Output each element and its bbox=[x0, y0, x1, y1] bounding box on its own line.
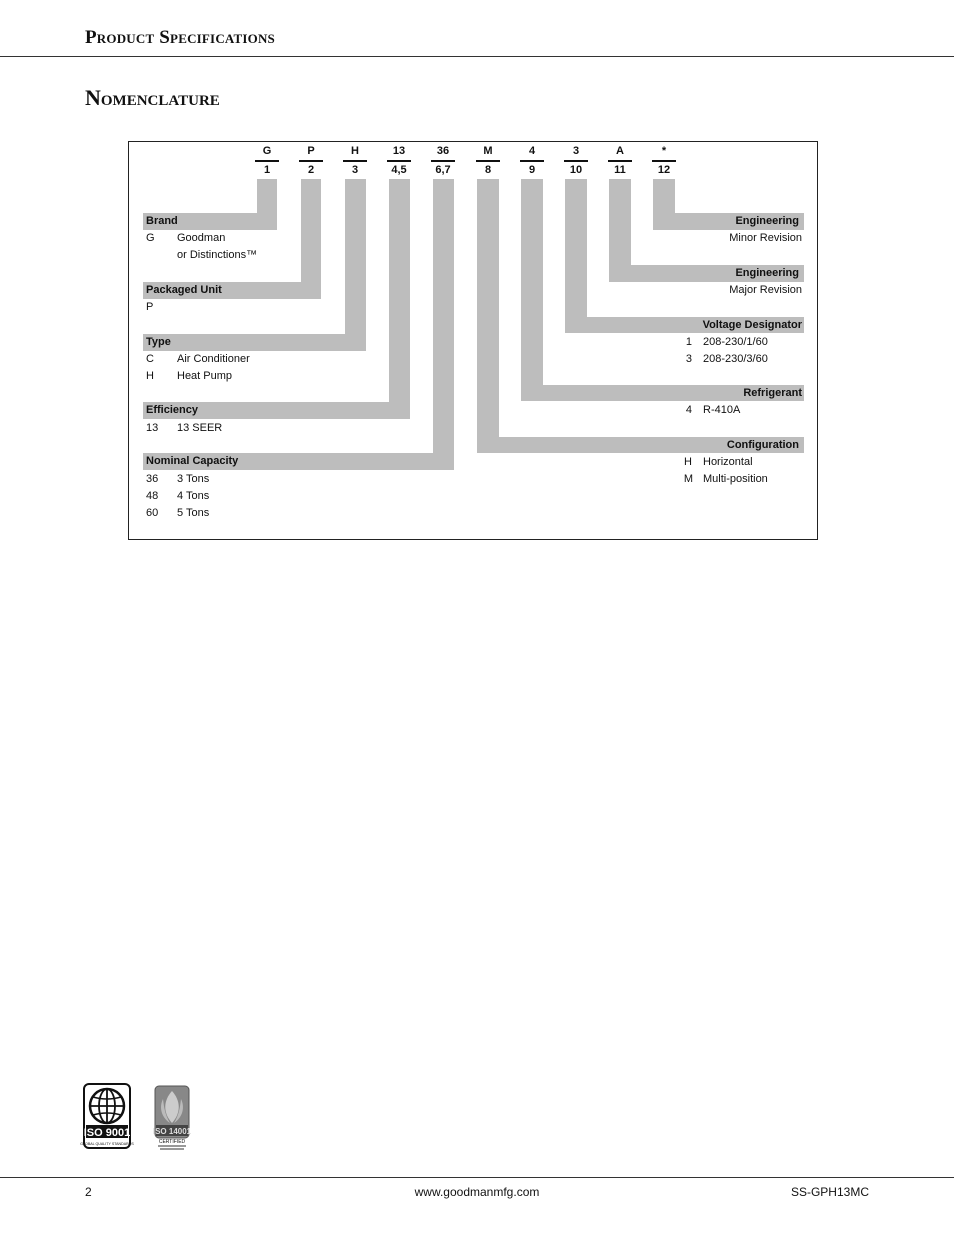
section-title: Nomenclature bbox=[85, 85, 220, 110]
refrigerant-label: Refrigerant bbox=[743, 387, 802, 399]
capacity-label: Nominal Capacity bbox=[146, 455, 239, 467]
code-pos-12: * 12 bbox=[652, 145, 676, 177]
eng-major-text: Major Revision bbox=[729, 284, 802, 296]
footer-doc-id: SS-GPH13MC bbox=[790, 1185, 869, 1199]
code-pos-2: P 2 bbox=[299, 145, 323, 177]
brand-line2: or Distinctions™ bbox=[177, 249, 258, 261]
brand-code: G bbox=[146, 232, 155, 244]
configuration-code-2: M bbox=[683, 473, 693, 485]
refrigerant-code: 4 bbox=[685, 404, 692, 416]
eng-minor-text: Minor Revision bbox=[729, 232, 802, 244]
efficiency-label: Efficiency bbox=[146, 404, 198, 416]
code-pos-6-7: 36 6,7 bbox=[431, 145, 455, 177]
efficiency-text: 13 SEER bbox=[177, 422, 223, 434]
type-code-1: C bbox=[146, 353, 154, 365]
code-pos-1: G 1 bbox=[255, 145, 279, 177]
code-pos-10: 3 10 bbox=[564, 145, 588, 177]
bar-capacity-vertical bbox=[433, 179, 454, 470]
voltage-code-2: 3 bbox=[685, 353, 692, 365]
efficiency-code: 13 bbox=[146, 422, 159, 434]
iso14001-logo bbox=[153, 1085, 191, 1151]
svg-text:ISO 9001: ISO 9001 bbox=[83, 1127, 131, 1139]
type-text-2: Heat Pump bbox=[177, 370, 233, 382]
voltage-label: Voltage Designator bbox=[702, 319, 802, 331]
capacity-text-3: 5 Tons bbox=[177, 507, 210, 519]
bar-voltage-vertical bbox=[565, 179, 587, 333]
svg-text:CERTIFIED: CERTIFIED bbox=[158, 1139, 186, 1145]
header-rule bbox=[0, 56, 954, 57]
iso9001-logo bbox=[80, 1083, 134, 1149]
bar-type-vertical bbox=[345, 179, 366, 351]
packaged-code: P bbox=[146, 301, 154, 313]
svg-text:ISO 14001: ISO 14001 bbox=[152, 1127, 192, 1136]
configuration-text-2: Multi-position bbox=[703, 473, 768, 485]
brand-line1: Goodman bbox=[177, 232, 226, 244]
code-pos-9: 4 9 bbox=[520, 145, 544, 177]
configuration-label: Configuration bbox=[726, 439, 799, 451]
code-pos-4-5: 13 4,5 bbox=[387, 145, 411, 177]
eng-minor-label: Engineering bbox=[735, 215, 799, 227]
capacity-code-3: 60 bbox=[146, 507, 159, 519]
code-pos-3: H 3 bbox=[343, 145, 367, 177]
bar-packaged-vertical bbox=[301, 179, 321, 299]
refrigerant-text: R-410A bbox=[703, 404, 741, 416]
brand-label: Brand bbox=[146, 215, 178, 227]
capacity-text-1: 3 Tons bbox=[177, 473, 210, 485]
type-text-1: Air Conditioner bbox=[177, 353, 250, 365]
footer-page-number: 2 bbox=[85, 1185, 92, 1199]
bar-configuration-vertical bbox=[477, 179, 499, 453]
configuration-code-1: H bbox=[684, 456, 692, 468]
voltage-text-1: 208-230/1/60 bbox=[703, 336, 768, 348]
code-pos-11: A 11 bbox=[608, 145, 632, 177]
voltage-text-2: 208-230/3/60 bbox=[703, 353, 768, 365]
svg-text:GLOBAL QUALITY STANDARDS: GLOBAL QUALITY STANDARDS bbox=[80, 1142, 134, 1146]
capacity-code-1: 36 bbox=[146, 473, 159, 485]
type-code-2: H bbox=[146, 370, 154, 382]
nomenclature-diagram bbox=[128, 141, 818, 540]
footer-url[interactable]: www.goodmanmfg.com bbox=[414, 1185, 540, 1199]
code-pos-8: M 8 bbox=[476, 145, 500, 177]
bar-type bbox=[143, 334, 366, 351]
capacity-text-2: 4 Tons bbox=[177, 490, 210, 502]
bar-efficiency-vertical bbox=[389, 179, 410, 419]
footer-rule bbox=[0, 1177, 954, 1178]
configuration-text-1: Horizontal bbox=[703, 456, 753, 468]
page-header-title: Product Specifications bbox=[85, 27, 275, 48]
type-label: Type bbox=[146, 336, 171, 348]
voltage-code-1: 1 bbox=[685, 336, 692, 348]
packaged-label: Packaged Unit bbox=[146, 284, 222, 296]
bar-refrigerant-vertical bbox=[521, 179, 543, 401]
eng-major-label: Engineering bbox=[735, 267, 799, 279]
capacity-code-2: 48 bbox=[146, 490, 159, 502]
